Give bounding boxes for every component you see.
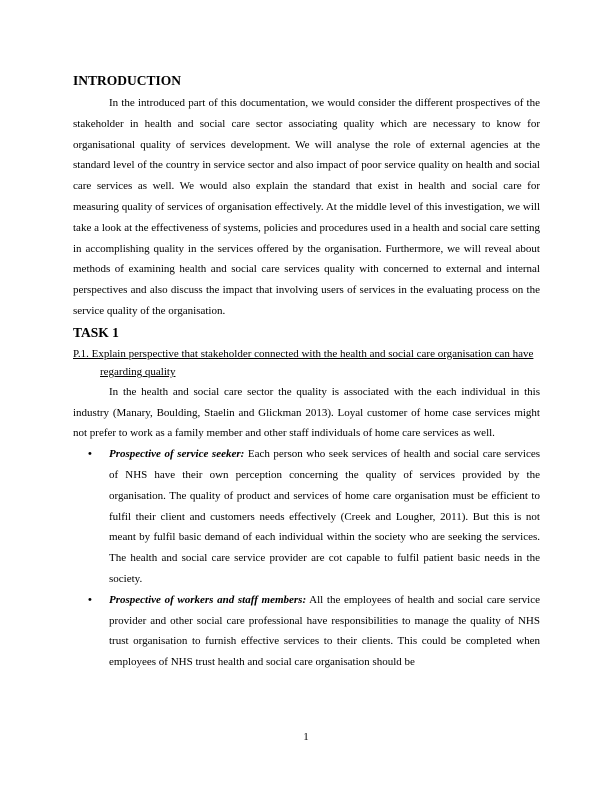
task1-paragraph: In the health and social care sector the quality is associated with the each individual in this industry (Manary, Boulding, Staelin and Glickman 2013). Loyal customer of home case services might not prefer to work as a family member and other staff individuals of home care services as well. [73,385,540,440]
list-item-lead: Prospective of workers and staff members: [109,593,307,606]
list-item-text: Each person who seek services of health and social care services of NHS have their own perception concerning the quality of services provided by the organisation. The quality of product and services of home care organisation must be efficient to fulfil their client and customers needs effectively (Creek and Lougher, 2011). But this is not meant by fulfil basic demand of each individual within the society who are seeking the services. The health and social care service provider are cot capable to fulfil patient basic needs in the society. [109,448,541,585]
task1-heading: TASK 1 [73,324,119,340]
page-number: 1 [303,731,309,743]
list-item-text: All the employees of health and social care service provider and other social care professional have responsibilities to manage the quality of NHS trust organisation to furnish effective services to their clients. This could be completed when employees of NHS trust health and social care organisation should be [109,593,540,669]
perspective-list [73,444,540,673]
introduction-heading: INTRODUCTION [73,73,182,88]
bullet-icon: • [88,448,92,461]
introduction-paragraph: In the introduced part of this documentation, we would consider the different prospectives of the stakeholder in health and social care sector associating quality which are necessary to know for organisational quality of services development. We will analyse the role of external agencies at the standard level of the country in service sector and also impact of poor service quality on health and social care services as well. We would also explain the standard that exist in health and social care for measuring quality of services of organisation effectively. At the middle level of this investigation, we will take a look at the effectiveness of systems, policies and procedures used in a health and social care setting in accomplishing quality in the services offered by the organisation. Furthermore, we will reveal about methods of examining health and social care services quality with concerned to external and internal perspectives and also discuss the impact that involving users of services in the evaluating process on the service quality of the organisation. [73,97,540,317]
task1-question: P.1. Explain perspective that stakeholder connected with the health and social care organisation can have regarding quality [73,347,534,379]
list-item-lead: Prospective of service seeker: [109,448,245,461]
list-item [73,590,540,673]
bullet-icon: • [88,593,92,606]
list-item [73,444,540,590]
page-content [73,72,540,673]
